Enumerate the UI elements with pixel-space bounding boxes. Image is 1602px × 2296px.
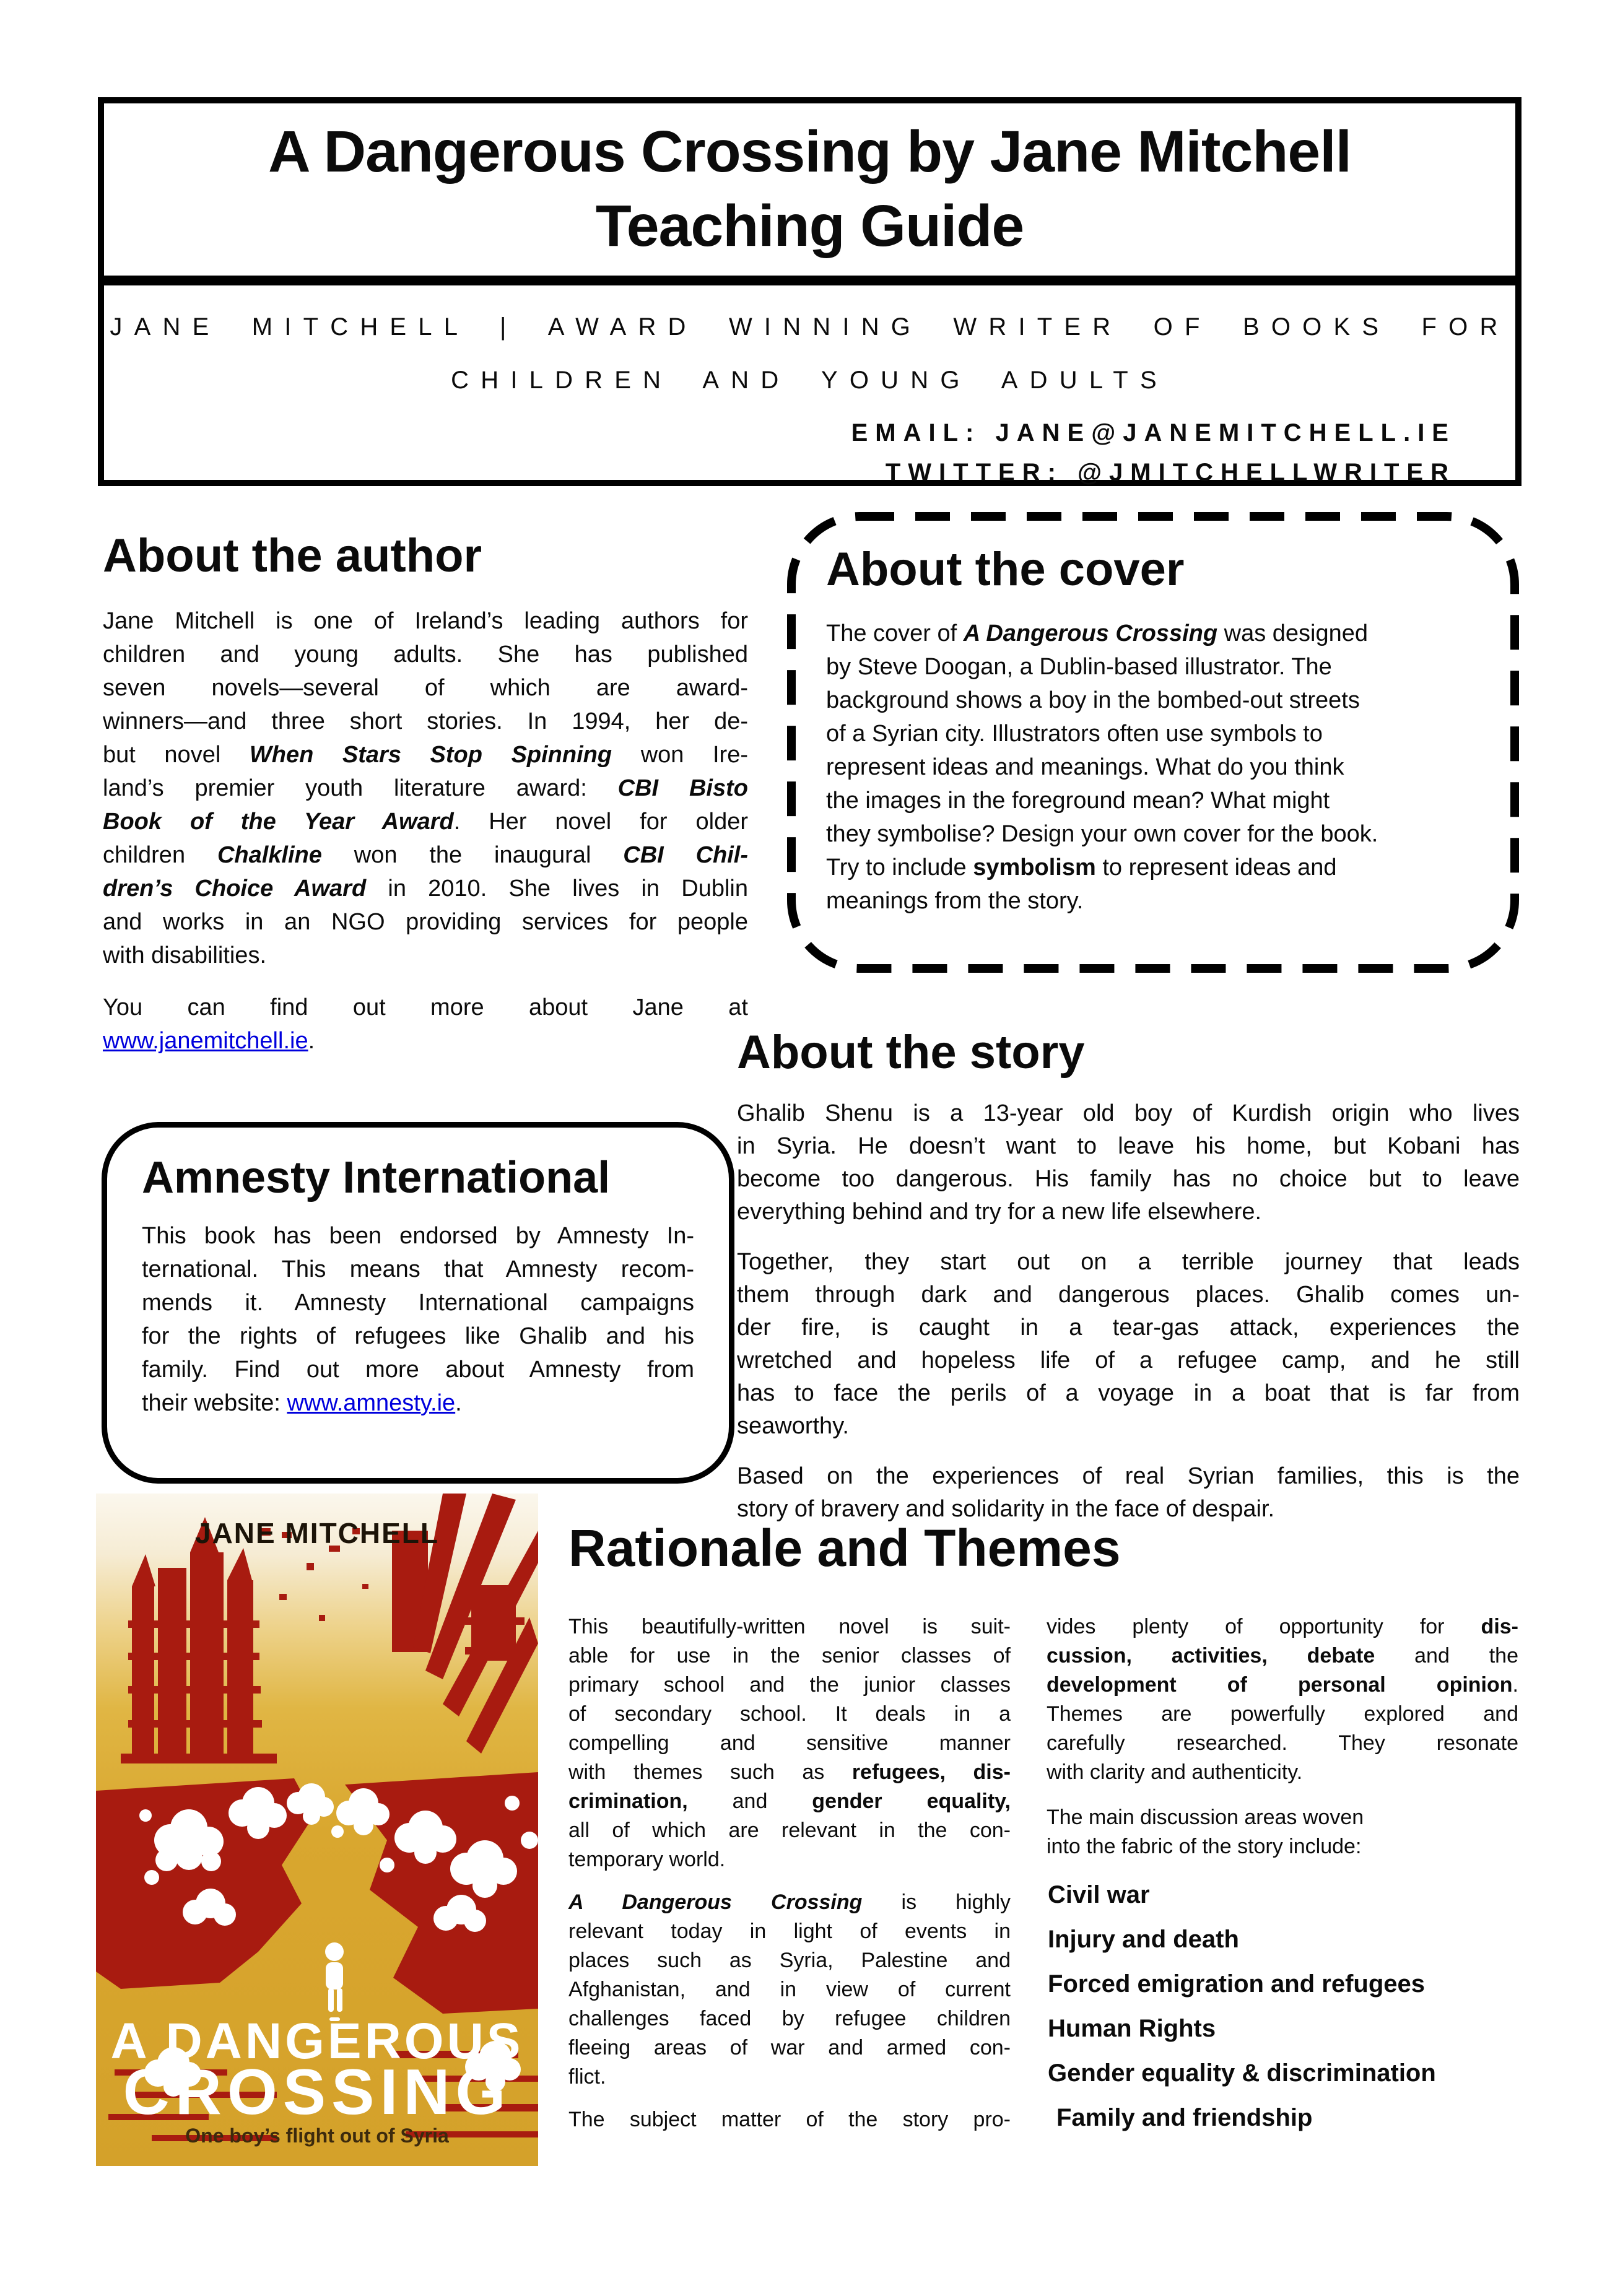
header-subtitle-line1: JANE MITCHELL | AWARD WINNING WRITER OF BOOKS FOR: [110, 313, 1510, 341]
text-line: has to face the perils of a voyage in a boat that is far from: [737, 1380, 1520, 1406]
text-line: www.janemitchell.ie.: [103, 1028, 315, 1054]
text-line: with themes such as refugees, dis-: [568, 1760, 1011, 1784]
text-line: into the fabric of the story include:: [1047, 1835, 1362, 1858]
cover-tagline: One boy’s flight out of Syria: [185, 2124, 449, 2147]
theme-item: Family and friendship: [1056, 2104, 1313, 2131]
text-line: family. Find out more about Amnesty from: [142, 1356, 694, 1383]
cover-author-name: JANE MITCHELL: [195, 1517, 439, 1549]
text-line: The subject matter of the story pro-: [568, 2108, 1011, 2131]
amnesty-paragraph: [142, 1219, 694, 1420]
text-segment: A Dangerous Crossing: [568, 1890, 863, 1914]
story-paragraph-1: [737, 1097, 1520, 1228]
text-line: Themes are powerfully explored and: [1047, 1702, 1518, 1726]
contact-twitter: TWITTER: @JMITCHELLWRITER: [885, 459, 1456, 486]
text-line: dren’s Choice Award in 2010. She lives in Dublin: [103, 876, 748, 902]
text-segment: CBI Bisto: [617, 775, 748, 801]
text-line: Try to include symbolism to represent ideas and: [826, 854, 1337, 881]
text-line: The main discussion areas woven: [1047, 1806, 1364, 1829]
text-line: Based on the experiences of real Syrian families, this is the: [737, 1463, 1520, 1489]
author-paragraph-1: [103, 604, 748, 972]
text-line: children and young adults. She has published: [103, 641, 748, 667]
text-line: everything behind and try for a new life elsewhere.: [737, 1199, 1262, 1225]
text-line: children Chalkline won the inaugural CBI Chil-: [103, 842, 748, 868]
text-line: they symbolise? Design your own cover for the book.: [826, 820, 1378, 847]
about-cover-box: [786, 511, 1520, 973]
text-line: primary school and the junior classes: [568, 1673, 1011, 1697]
text-line: This beautifully-written novel is suit-: [568, 1615, 1011, 1638]
rationale-paragraph-4: [1047, 1612, 1518, 1787]
page-title-line1: A Dangerous Crossing by Jane Mitchell: [268, 119, 1352, 185]
text-line: able for use in the senior classes of: [568, 1644, 1011, 1668]
text-line: the images in the foreground mean? What might: [826, 787, 1330, 814]
link-amnesty[interactable]: www.amnesty.ie: [287, 1389, 456, 1416]
theme-item: Civil war: [1048, 1881, 1150, 1908]
theme-item: Forced emigration and refugees: [1048, 1970, 1426, 1998]
rationale-paragraph-5: [1047, 1803, 1518, 1861]
text-line: mends it. Amnesty International campaigns: [142, 1289, 694, 1316]
text-line: fleeing areas of war and armed con-: [568, 2036, 1011, 2059]
page-title-line2: Teaching Guide: [595, 193, 1024, 259]
book-cover-image: [96, 1494, 538, 2166]
text-segment: symbolism: [973, 854, 1096, 881]
text-line: Ghalib Shenu is a 13-year old boy of Kurdish origin who lives: [737, 1100, 1520, 1126]
text-line: winners—and three short stories. In 1994, her de-: [103, 708, 748, 734]
rationale-paragraph-1: [568, 1612, 1011, 1874]
text-line: Together, they start out on a terrible journey that leads: [737, 1249, 1520, 1275]
rationale-paragraph-2: [568, 1888, 1011, 2092]
text-line: Jane Mitchell is one of Ireland’s leading authors for: [103, 608, 748, 634]
text-segment: development of personal opinion: [1047, 1673, 1513, 1697]
rationale-heading: Rationale and Themes: [568, 1519, 1121, 1577]
contact-email: EMAIL: JANE@JANEMITCHELL.IE: [851, 419, 1456, 446]
text-line: compelling and sensitive manner: [568, 1731, 1011, 1755]
about-story-section: [737, 1097, 1520, 1526]
text-line: story of bravery and solidarity in the face of despair.: [737, 1496, 1275, 1522]
themes-list: [1048, 1872, 1556, 2140]
text-line: become too dangerous. His family has no choice but to leave: [737, 1166, 1520, 1192]
text-line: Book of the Year Award. Her novel for older: [103, 809, 748, 835]
link-janemitchell[interactable]: www.janemitchell.ie: [103, 1028, 308, 1054]
story-paragraph-2: [737, 1246, 1520, 1443]
text-segment: CBI Chil-: [623, 842, 748, 868]
text-line: with clarity and authenticity.: [1047, 1760, 1303, 1784]
text-line: relevant today in light of events in: [568, 1920, 1011, 1943]
header-subtitle-line2: CHILDREN AND YOUNG ADULTS: [451, 367, 1169, 394]
rationale-paragraph-3: [568, 2105, 1011, 2134]
text-line: represent ideas and meanings. What do you think: [826, 754, 1344, 780]
text-line: carefully researched. They resonate: [1047, 1731, 1518, 1755]
page-title: [104, 115, 1515, 263]
text-line: challenges faced by refugee children: [568, 2007, 1011, 2030]
amnesty-box: [102, 1122, 734, 1484]
text-line: but novel When Stars Stop Spinning won Ire-: [103, 742, 748, 768]
about-author-section: [103, 604, 748, 1058]
text-segment: crimination,: [568, 1789, 688, 1813]
text-line: wretched and hopeless life of a refugee camp, and he still: [737, 1347, 1520, 1373]
text-line: places such as Syria, Palestine and: [568, 1949, 1011, 1972]
text-line: of a Syrian city. Illustrators often use symbols to: [826, 720, 1323, 747]
text-segment: Chalkline: [217, 842, 322, 868]
header-subtitle: [104, 300, 1515, 407]
text-line: crimination, and gender equality,: [568, 1789, 1011, 1813]
text-line: development of personal opinion.: [1047, 1673, 1518, 1697]
about-author-heading: About the author: [103, 529, 482, 582]
text-line: A Dangerous Crossing is highly: [568, 1890, 1011, 1914]
text-line: of secondary school. It deals in a: [568, 1702, 1011, 1726]
text-line: temporary world.: [568, 1848, 726, 1871]
text-line: and works in an NGO providing services for people: [103, 909, 748, 935]
text-segment: A Dangerous Crossing: [963, 620, 1218, 646]
header-box: [98, 97, 1521, 486]
rationale-right-column: [1047, 1612, 1518, 1861]
text-segment: cussion, activities, debate: [1047, 1644, 1375, 1668]
about-cover-paragraph: [826, 617, 1480, 918]
text-segment: When Stars Stop Spinning: [249, 742, 612, 768]
text-line: This book has been endorsed by Amnesty In-: [142, 1222, 694, 1249]
text-line: meanings from the story.: [826, 887, 1084, 914]
text-line: for the rights of refugees like Ghalib and his: [142, 1323, 694, 1349]
text-segment: dren’s Choice Award: [103, 876, 367, 902]
theme-item: Gender equality & discrimination: [1048, 2059, 1436, 2087]
book-cover-art: [96, 1494, 538, 2166]
text-line: background shows a boy in the bombed-out streets: [826, 687, 1360, 713]
text-line: by Steve Doogan, a Dublin-based illustrator. The: [826, 653, 1332, 680]
cover-title-line1: A DANGEROUS: [110, 2013, 524, 2069]
text-segment: gender equality,: [812, 1789, 1011, 1813]
theme-item: Injury and death: [1048, 1926, 1239, 1953]
text-line: seven novels—several of which are award-: [103, 675, 748, 701]
text-line: land’s premier youth literature award: CBI Bisto: [103, 775, 748, 801]
cover-title-line2: CROSSING: [123, 2056, 512, 2128]
text-segment: Book of the Year Award: [103, 809, 454, 835]
about-cover-heading: About the cover: [826, 543, 1185, 596]
text-line: seaworthy.: [737, 1413, 849, 1439]
story-paragraph-3: [737, 1460, 1520, 1526]
text-line: flict.: [568, 2065, 606, 2089]
theme-item: Human Rights: [1048, 2015, 1216, 2042]
text-line: all of which are relevant in the con-: [568, 1819, 1011, 1842]
text-line: in Syria. He doesn’t want to leave his home, but Kobani has: [737, 1133, 1520, 1159]
text-line: ternational. This means that Amnesty recom-: [142, 1256, 694, 1282]
text-line: You can find out more about Jane at: [103, 994, 748, 1020]
text-segment: dis-: [1481, 1615, 1518, 1638]
text-line: cussion, activities, debate and the: [1047, 1644, 1518, 1668]
text-line: their website: www.amnesty.ie.: [142, 1389, 462, 1416]
text-line: Afghanistan, and in view of current: [568, 1978, 1011, 2001]
author-paragraph-2: [103, 991, 748, 1058]
about-story-heading: About the story: [737, 1026, 1085, 1079]
header-contact: [851, 413, 1456, 492]
text-line: vides plenty of opportunity for dis-: [1047, 1615, 1518, 1638]
text-segment: refugees, dis-: [851, 1760, 1011, 1784]
text-line: der fire, is caught in a tear-gas attack, experiences the: [737, 1315, 1520, 1341]
text-line: with disabilities.: [103, 942, 266, 968]
header-divider: [104, 276, 1515, 285]
text-line: them through dark and dangerous places. Ghalib comes un-: [737, 1282, 1520, 1308]
text-line: The cover of A Dangerous Crossing was designed: [826, 620, 1369, 646]
amnesty-heading: Amnesty International: [142, 1153, 611, 1202]
rationale-left-column: [568, 1612, 1011, 2134]
